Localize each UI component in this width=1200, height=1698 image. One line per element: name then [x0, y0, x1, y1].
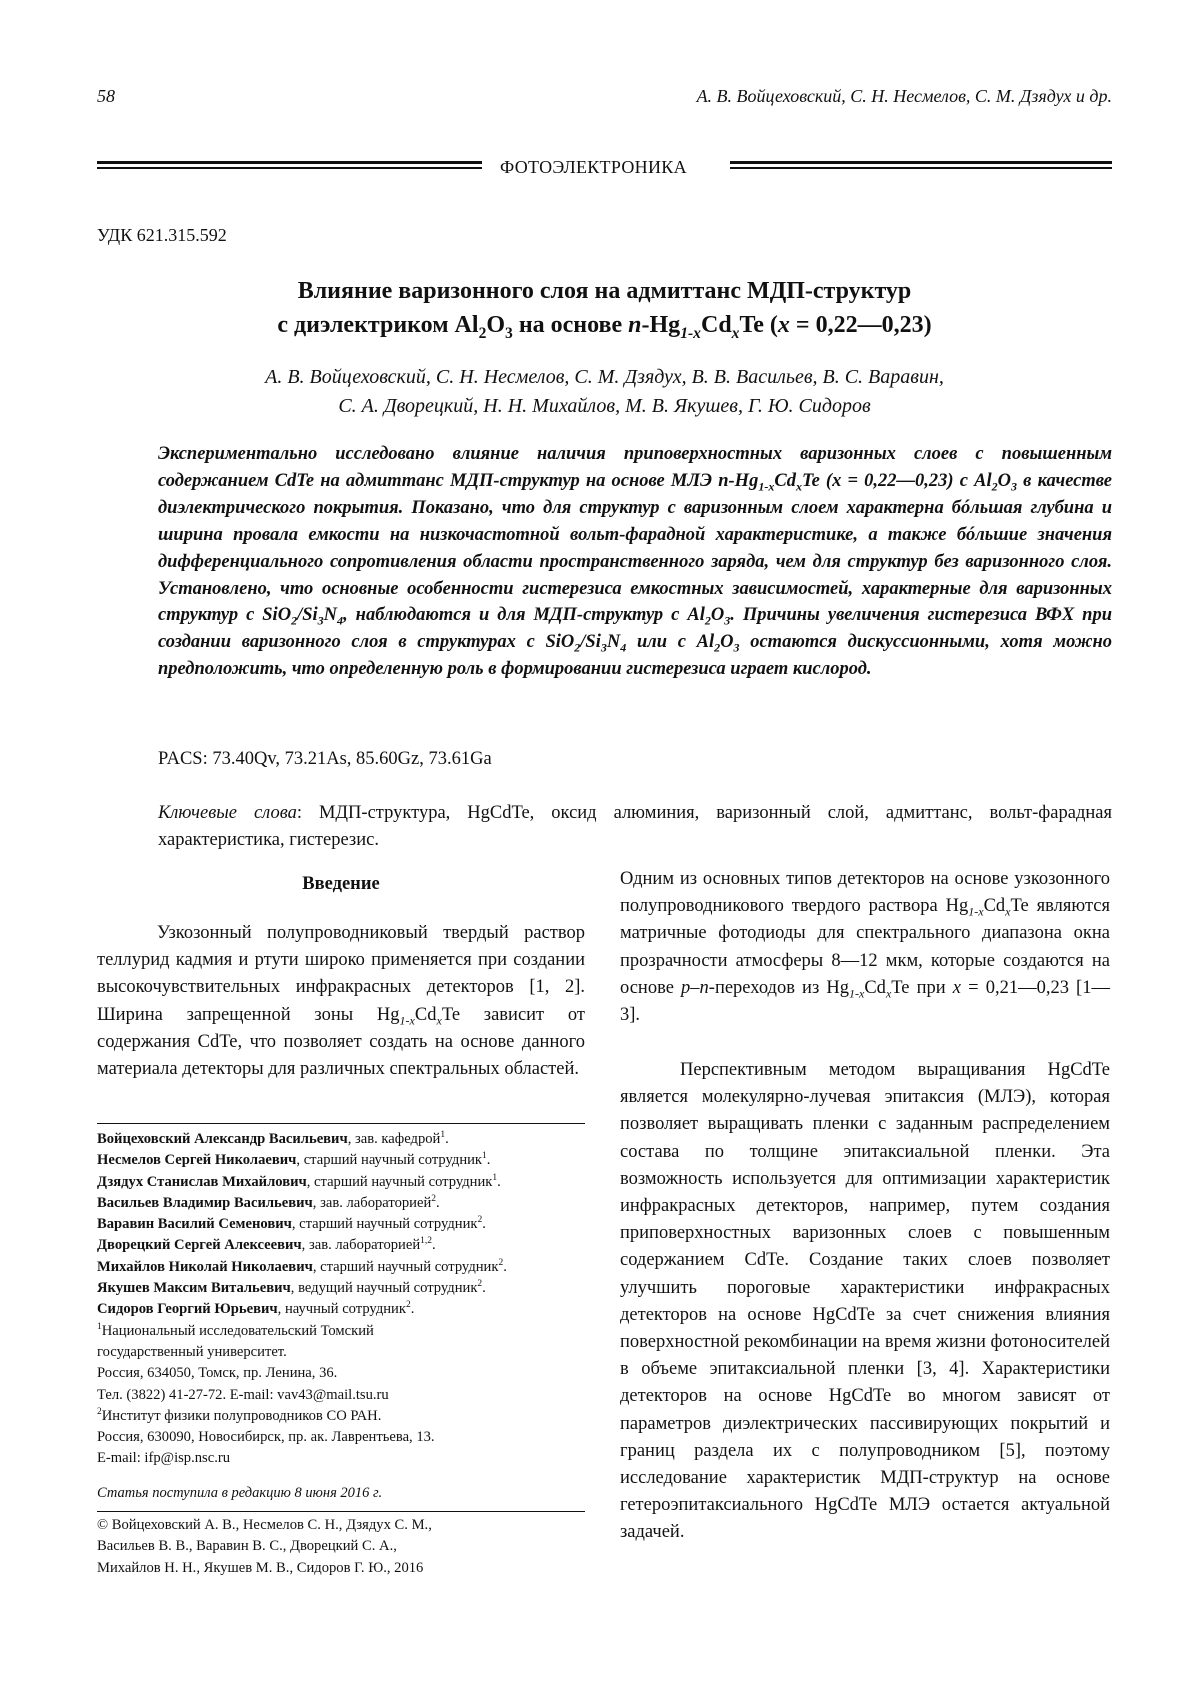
right-paragraph-2: Перспективным методом выращивания HgCdTe является молекулярно-лучевая эпитаксия (МЛЭ), которая позволяет выращивать пленки с заданным распределением состава по толщине эпитаксиальной пленки. Эта возможность используется для оптимизации характеристик инфракрасных детекторов, например, путем создания приповерхностных варизонных слоев с повышенным содержанием CdTe. Создание таких слоев позволяет улучшить пороговые характеристики инфракрасных детекторов на основе HgCdTe за счет снижения влияния поверхностной рекомбинации на время жизни фотоносителей в объеме эпитаксиальной пленки [3, 4]. Характеристики детекторов на основе HgCdTe во многом зависят от параметров диэлектрических пассивирующих покрытий и границ раздела их с полупроводником [5], поэтому исследование характеристик МДП-структур на основе гетероэпитаксиального HgCdTe МЛЭ остается актуальной задачей. — [620, 1060, 1110, 1543]
pacs-codes: PACS: 73.40Qv, 73.21As, 85.60Gz, 73.61Ga — [158, 749, 492, 769]
copyright: © Войцеховский А. В., Несмелов С. Н., Дзядух С. М., Васильев В. В., Варавин В. С., Дворецкий С. А., Михайлов Н. Н., Якушев М. В., Сидоров Г. Ю., 2016 — [97, 1517, 432, 1576]
author-note: Дзядух Станислав Михайлович, старший научный сотрудник$^1$. — [97, 1172, 501, 1190]
abstract: Экспериментально исследовано влияние наличия приповерхностных варизонных слоев с повышенным содержанием CdTe на адмиттанс МДП-структур на основе МЛЭ $n-Hg_{1-x}Cd_xTe$ (x = 0,22—0,23) с $Al_2O_3$ в качестве диэлектрического покрытия. Показано, что для структур с варизонным слоем характерна бóльшая глубина и ширина провала емкости на низкочастотной вольт-фарадной характеристике, а также бóльшие значения дифференциального сопротивления области пространственного заряда, чем для структур без варизонного слоя. Установлено, что основные особенности гистерезиса емкостных зависимостей, характерные для варизонных структур с $SiO_2/Si_3N_4$, наблюдаются и для МДП-структур с $Al_2O_3$. Причины увеличения гистерезиса ВФХ при создании варизонного слоя в структурах с $SiO_2/Si_3N_4$ или с $Al_2O_3$ остаются дискуссионными, хотя можно предположить, что определенную роль в формировании гистерезиса играет кислород. — [158, 444, 1113, 680]
copyright-divider — [97, 1511, 585, 1512]
author-note: Несмелов Сергей Николаевич, старший научный сотрудник$^1$. — [97, 1151, 491, 1169]
affiliation-2: $^2$Институт физики полупроводников СО РАН. Россия, 630090, Новосибирск, пр. ак. Лаврентьева, 13. E-mail: ifp@isp.nsc.ru — [97, 1407, 435, 1467]
author-note: Михайлов Николай Николаевич, старший научный сотрудник$^2$. — [97, 1257, 507, 1275]
title-line-2: с диэлектриком $Al_2O_3$ на основе $n-Hg_{1-x}Cd_xTe$ (x = 0,22—0,23) — [277, 312, 932, 342]
author-note: Варавин Василий Семенович, старший научный сотрудник$^2$. — [97, 1215, 486, 1233]
section-rule-left — [97, 161, 482, 171]
article-authors: А. В. Войцеховский, С. Н. Несмелов, С. М. Дзядух, В. В. Васильев, В. С. Варавин, С. А. Дворецкий, Н. Н. Михайлов, М. В. Якушев, Г. Ю. Сидоров — [265, 366, 944, 417]
author-note: Войцеховский Александр Васильевич, зав. кафедрой$^1$. — [97, 1130, 449, 1147]
intro-paragraph: Узкозонный полупроводниковый твердый раствор теллурид кадмия и ртути широко применяется при создании высокочувствительных инфракрасных детекторов [1, 2]. Ширина запрещенной зоны $Hg_{1-x}Cd_xTe$ зависит от содержания CdTe, что позволяет создать на основе данного материала детекторы для различных спектральных областей. — [97, 923, 585, 1080]
author-notes — [97, 1129, 585, 1470]
udc-code: УДК 621.315.592 — [97, 225, 227, 245]
section-rule-right — [730, 161, 1112, 171]
intro-heading: Введение — [302, 874, 380, 894]
footnote-divider — [97, 1123, 585, 1124]
author-note: Дворецкий Сергей Алексеевич, зав. лабораторией$^{1,2}$. — [97, 1236, 436, 1254]
page-number: 58 — [97, 86, 115, 106]
right-paragraph-1: Одним из основных типов детекторов на основе узкозонного полупроводникового твердого раствора $Hg_{1-x}Cd_xTe$ являются матричные фотодиоды для спектрального диапазона окна прозрачности атмосферы 8—12 мкм, которые создаются на основе p–n-переходов из $Hg_{1-x}Cd_xTe$ при x = 0,21—0,23 [1—3]. — [620, 869, 1110, 1026]
title-line-1: Влияние варизонного слоя на адмиттанс МДП-структур — [297, 278, 912, 304]
section-label: ФОТОЭЛЕКТРОНИКА — [500, 157, 687, 177]
author-note: Васильев Владимир Васильевич, зав. лабораторией$^2$. — [97, 1194, 440, 1211]
keywords-label: Ключевые слова — [158, 803, 297, 823]
author-note: Сидоров Георгий Юрьевич, научный сотрудник$^2$. — [97, 1300, 415, 1318]
author-list — [97, 1129, 585, 1321]
affiliation-1: $^1$Национальный исследовательский Томский государственный университет. Россия, 634050, Томск, пр. Ленина, 36. Тел. (3822) 41-27-72. E-mail: vav43@mail.tsu.ru — [97, 1321, 389, 1403]
keywords — [158, 800, 1112, 854]
received-date: Статья поступила в редакцию 8 июня 2016 г. — [97, 1485, 383, 1501]
keywords-text: : МДП-структура, HgCdTe, оксид алюминия, варизонный слой, адмиттанс, вольт-фарадная характеристика, гистерезис. — [158, 803, 1112, 850]
running-head — [97, 86, 1112, 114]
author-note: Якушев Максим Витальевич, ведущий научный сотрудник$^2$. — [97, 1279, 486, 1297]
running-authors: А. В. Войцеховский, С. Н. Несмелов, С. М. Дзядух и др. — [696, 86, 1112, 106]
article-title — [97, 274, 1112, 342]
